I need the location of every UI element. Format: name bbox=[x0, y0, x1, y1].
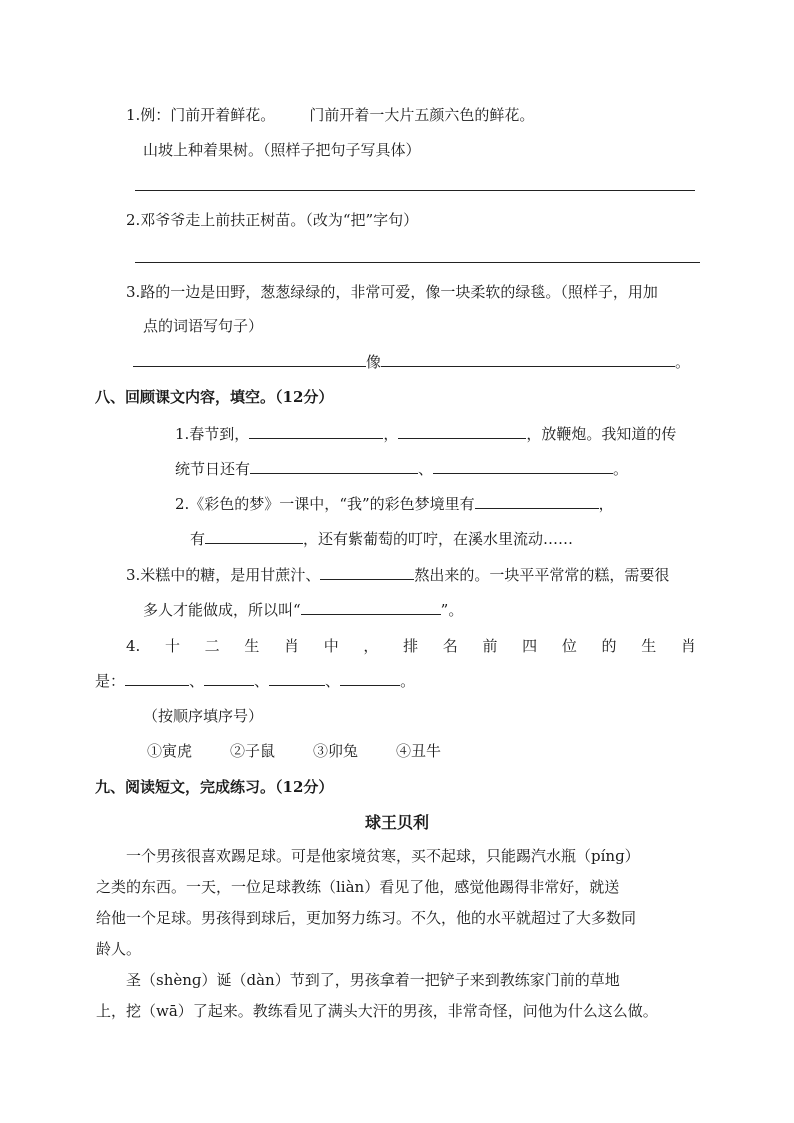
s8-q2-text-c: 有 bbox=[190, 530, 206, 548]
story-title: 球王贝利 bbox=[364, 813, 429, 832]
s8-q4-char: 排 bbox=[403, 637, 419, 655]
s8-q4-hint: （按顺序填序号） bbox=[143, 707, 264, 725]
s7-q3-line2: 点的词语写句子） bbox=[143, 317, 264, 335]
s7-q3-answer-row bbox=[133, 352, 690, 372]
s8-q1-blank-1[interactable] bbox=[249, 424, 383, 439]
s8-q3-text-a: 3.米糕中的糖，是用甘蔗汁、 bbox=[126, 566, 321, 584]
s8-q1-blank-2[interactable] bbox=[398, 424, 526, 439]
s7-q3-blank-right[interactable] bbox=[381, 352, 675, 367]
s8-q1-blank-3[interactable] bbox=[250, 459, 418, 474]
s7-q3-line1: 3.路的一边是田野，葱葱绿绿的，非常可爱，像一块柔软的绿毯。（照样子，用加 bbox=[126, 283, 658, 301]
s7-q1-line1 bbox=[126, 105, 534, 125]
s8-q2-blank-1[interactable] bbox=[475, 494, 599, 509]
s8-q4-char: 4. bbox=[126, 637, 141, 655]
s8-q4-sep: 、 bbox=[189, 672, 205, 690]
s8-q1-line1 bbox=[175, 424, 676, 444]
s8-q4-blank-3[interactable] bbox=[269, 671, 325, 686]
s8-q4-char: 名 bbox=[442, 637, 458, 655]
s8-q4-blank-1[interactable] bbox=[125, 671, 189, 686]
s8-q2-text-d: ，还有紫葡萄的叮咛，在溪水里流动…… bbox=[303, 530, 574, 548]
s8-q1-sep: 、 bbox=[418, 460, 434, 478]
s8-q4-char: 前 bbox=[482, 637, 498, 655]
s9-p2-l1: 圣（shènɡ）诞（dàn）节到了，男孩拿着一把铲子来到教练家门前的草地 bbox=[126, 971, 620, 989]
s8-q4-text-b: 是： bbox=[95, 672, 126, 690]
option-ox: ④丑牛 bbox=[396, 742, 442, 760]
s9-heading: 九、阅读短文，完成练习。（12分） bbox=[95, 778, 334, 796]
s8-q4-char: 十 bbox=[164, 637, 180, 655]
s8-q1-line2 bbox=[175, 459, 628, 479]
s8-q4-line2 bbox=[95, 671, 415, 691]
s9-p1-l4: 龄人。 bbox=[96, 940, 142, 958]
s8-q4-blank-2[interactable] bbox=[204, 671, 254, 686]
s7-q1-example-expanded: 门前开着一大片五颜六色的鲜花。 bbox=[309, 106, 535, 124]
s8-q4-char: 四 bbox=[522, 637, 538, 655]
s8-q3-line2 bbox=[143, 600, 463, 620]
s8-q4-char: 位 bbox=[561, 637, 577, 655]
s8-q4-period: 。 bbox=[400, 672, 416, 690]
s7-q1-answer-line[interactable] bbox=[135, 190, 695, 191]
s8-q4-char: 生 bbox=[641, 637, 657, 655]
option-rabbit: ③卯兔 bbox=[313, 742, 359, 760]
s8-q2-comma: ， bbox=[598, 495, 614, 513]
s9-p1-l3: 给他一个足球。男孩得到球后，更加努力练习。不久，他的水平就超过了大多数同 bbox=[96, 909, 637, 927]
s8-q2-line2 bbox=[190, 529, 573, 549]
s8-q4-char: 肖 bbox=[284, 637, 300, 655]
s7-q3-xiang: 像 bbox=[366, 353, 382, 371]
s7-q2-answer-line[interactable] bbox=[135, 262, 700, 263]
s8-q1-text-c: ，放鞭炮。我知道的传 bbox=[526, 425, 677, 443]
s8-q3-blank-2[interactable] bbox=[301, 600, 441, 615]
s8-q4-char: 的 bbox=[601, 637, 617, 655]
s8-q1-period: 。 bbox=[613, 460, 629, 478]
s8-q4-char: 中 bbox=[323, 637, 339, 655]
s8-q3-blank-1[interactable] bbox=[320, 565, 414, 580]
s8-q4-char: 肖 bbox=[680, 637, 696, 655]
s8-q3-text-c: 多人才能做成，所以叫“ bbox=[143, 601, 301, 619]
s8-q4-options bbox=[147, 741, 441, 761]
s8-q4-sep: 、 bbox=[254, 672, 270, 690]
s8-q2-blank-2[interactable] bbox=[205, 529, 303, 544]
s8-q4-blank-4[interactable] bbox=[340, 671, 400, 686]
s7-q2-prompt: 2.邓爷爷走上前扶正树苗。（改为“把”字句） bbox=[126, 211, 419, 229]
s8-q2-line1 bbox=[175, 494, 614, 514]
s7-q1-example: 1.例：门前开着鲜花。 bbox=[126, 106, 276, 124]
s9-p2-l2: 上，挖（wā）了起来。教练看见了满头大汗的男孩，非常奇怪，问他为什么这么做。 bbox=[96, 1002, 658, 1020]
s8-heading: 八、回顾课文内容，填空。（12分） bbox=[95, 388, 334, 406]
s8-q4-char: 生 bbox=[244, 637, 260, 655]
s8-q4-line1 bbox=[126, 636, 696, 656]
s8-q1-text-a: 1.春节到， bbox=[175, 425, 250, 443]
s9-p1-l2: 之类的东西。一天，一位足球教练（liàn）看见了他，感觉他踢得非常好，就送 bbox=[96, 878, 620, 896]
s8-q1-blank-4[interactable] bbox=[433, 459, 613, 474]
s8-q4-char: 二 bbox=[204, 637, 220, 655]
s7-q3-blank-left[interactable] bbox=[133, 352, 366, 367]
option-rat: ②子鼠 bbox=[230, 742, 276, 760]
s7-q3-period: 。 bbox=[675, 353, 691, 371]
s8-q4-sep: 、 bbox=[325, 672, 341, 690]
s8-q4-char: ， bbox=[363, 637, 379, 655]
s8-q3-text-b: 熬出来的。一块平平常常的糕，需要很 bbox=[414, 566, 670, 584]
s8-q3-text-d: ”。 bbox=[440, 601, 464, 619]
s8-q3-line1 bbox=[126, 565, 669, 585]
s8-q2-text-a: 2.《彩色的梦》一课中，“我”的彩色梦境里有 bbox=[175, 495, 475, 513]
s9-p1-l1: 一个男孩很喜欢踢足球。可是他家境贫寒，买不起球，只能踢汽水瓶（pínɡ） bbox=[126, 847, 640, 865]
s8-q1-comma: ， bbox=[383, 425, 399, 443]
option-tiger: ①寅虎 bbox=[147, 742, 193, 760]
s7-q1-prompt: 山坡上种着果树。（照样子把句子写具体） bbox=[143, 141, 421, 159]
s8-q1-text-d: 统节日还有 bbox=[175, 460, 251, 478]
